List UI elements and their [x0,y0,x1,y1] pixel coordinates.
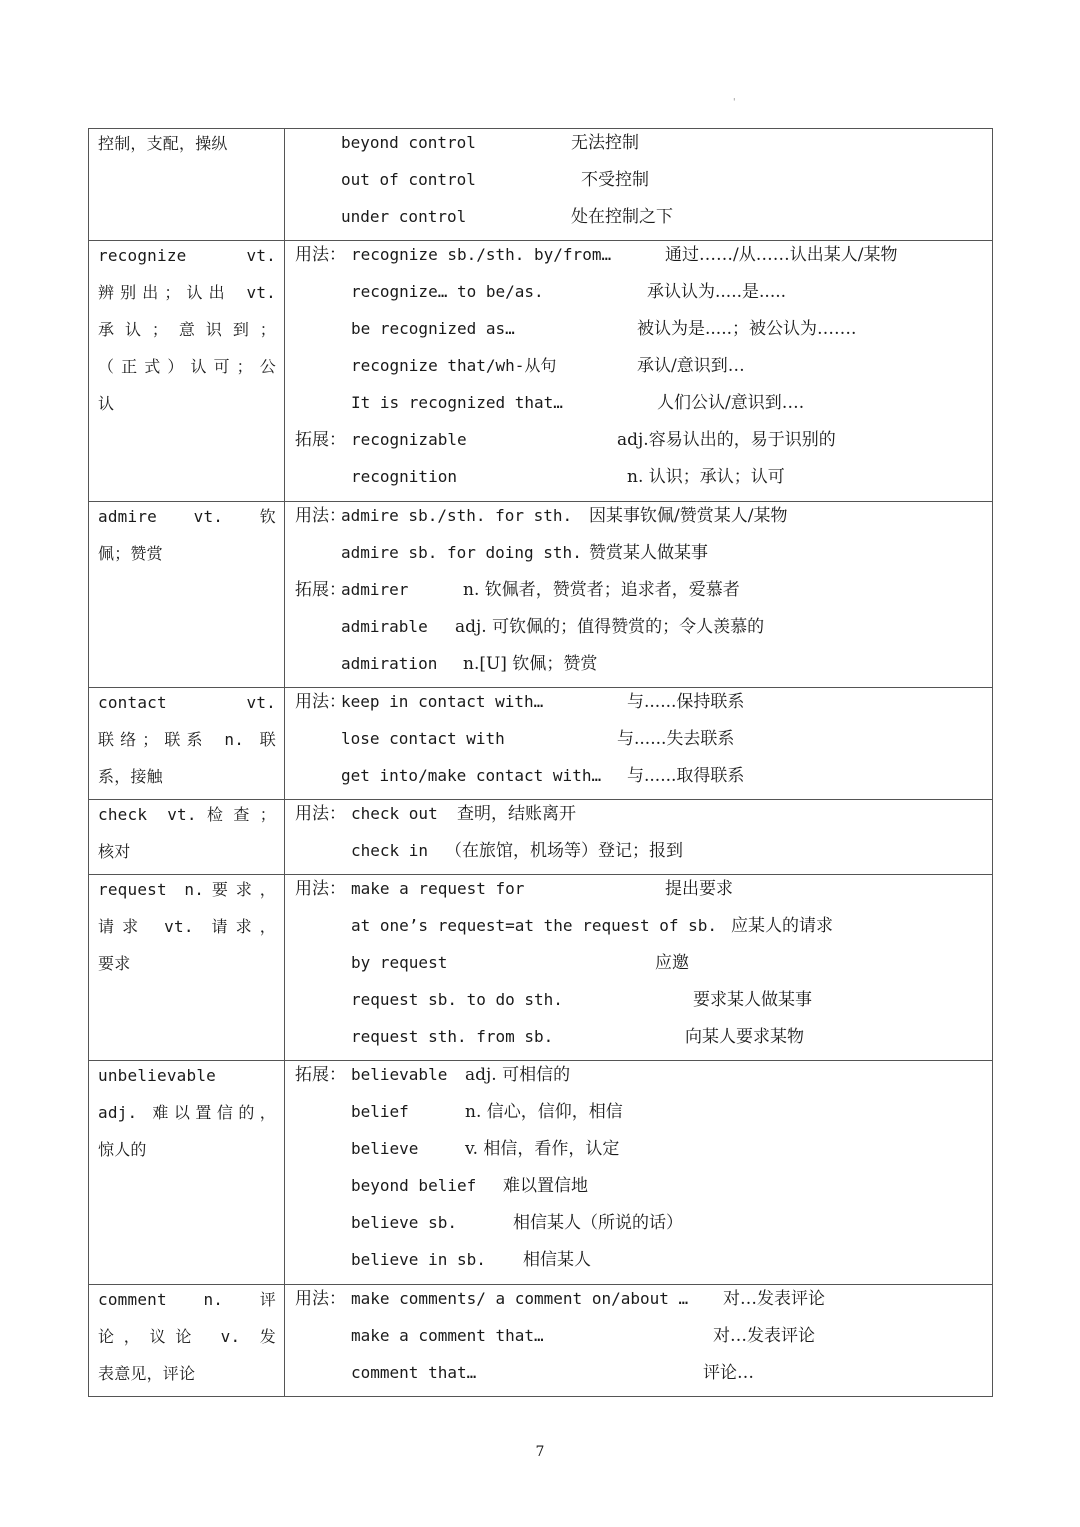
usage-line [295,650,984,687]
phrase: admire sb. for doing sth. [341,543,582,562]
phrase: check out [351,804,438,823]
phrase: get into/make contact with… [341,766,602,785]
word-line: 佩；赞赏 [98,544,163,563]
word-cell [89,1061,285,1285]
phrase: make comments/ a comment on/about … [351,1289,689,1308]
table-row [89,241,993,502]
usage-line [295,725,984,762]
usage-cell [285,502,993,688]
word-cell [89,875,285,1061]
word-cell [89,502,285,688]
usage-cell [285,875,993,1061]
usage-line [295,502,984,539]
usage-line [295,166,984,203]
word-line: contact vt. [98,693,276,712]
word-line: 惊人的 [98,1140,147,1159]
phrase: out of control [341,170,476,189]
meaning: 查明，结账离开 [457,804,576,824]
phrase: make a comment that… [351,1326,544,1345]
meaning: 被认为是.....；被公认为……. [637,319,857,339]
meaning: 承认/意识到… [637,356,745,376]
phrase: admirable [341,617,428,636]
word-line: 表意见，评论 [98,1364,196,1383]
meaning: 相信某人（所说的话） [513,1213,683,1233]
word-cell [89,241,285,502]
phrase: recognizable [351,430,467,449]
word-line: 要求 [98,954,131,973]
meaning: adj.容易认出的，易于识别的 [617,430,836,450]
word-line: 联络；联系 n. 联 [98,730,276,749]
meaning: 通过……/从……认出某人/某物 [665,245,898,265]
meaning: 相信某人 [523,1250,591,1270]
meaning: n. 认识；承认；认可 [627,467,785,487]
usage-label: 用法： [295,879,346,899]
usage-label: 用法： [295,506,346,526]
usage-line [295,688,984,725]
usage-line [295,1172,984,1209]
usage-line [295,1246,984,1283]
usage-line [295,1285,984,1322]
meaning: 向某人要求某物 [685,1027,804,1047]
usage-line [295,129,984,166]
usage-line [295,1359,984,1396]
usage-line [295,203,984,240]
usage-label: 拓展： [295,1065,346,1085]
meaning: 对…发表评论 [713,1326,815,1346]
meaning: 不受控制 [581,170,649,190]
usage-line [295,800,984,837]
usage-line [295,986,984,1023]
meaning: 要求某人做某事 [693,990,812,1010]
word-line: request n.要求， [98,880,276,899]
word-line: 系，接触 [98,767,163,786]
usage-cell [285,241,993,502]
word-line: 核对 [98,842,131,861]
phrase: by request [351,953,448,972]
phrase: make a request for [351,879,525,898]
phrase: believe [351,1139,419,1158]
meaning: 与......取得联系 [627,766,745,786]
meaning: 承认认为.....是..... [647,282,787,302]
usage-line [295,278,984,315]
usage-label: 用法： [295,1289,346,1309]
phrase: request sth. from sb. [351,1027,554,1046]
usage-line [295,539,984,576]
usage-cell [285,129,993,241]
word-line: 论，议论 v. 发 [98,1327,276,1346]
table-row [89,875,993,1061]
usage-line [295,1322,984,1359]
meaning: n.[U] 钦佩；赞赏 [463,654,598,674]
meaning: 人们公认/意识到…. [657,393,805,413]
word-cell [89,129,285,241]
usage-line [295,837,984,874]
usage-label: 拓展： [295,430,346,450]
table-row [89,1285,993,1397]
usage-line [295,875,984,912]
phrase: under control [341,207,467,226]
table-row [89,502,993,688]
phrase: keep in contact with… [341,692,544,711]
phrase: at one’s request=at the request of sb. [351,916,718,935]
phrase: admiration [341,654,438,673]
phrase: beyond belief [351,1176,477,1195]
meaning: 赞赏某人做某事 [589,543,708,563]
phrase: It is recognized that… [351,393,563,412]
phrase: believe sb. [351,1213,457,1232]
meaning: 与......保持联系 [627,692,745,712]
word-line: adj. 难以置信的， [98,1103,276,1122]
usage-line [295,762,984,799]
vocabulary-table [88,128,993,1397]
word-line: 请求 vt. 请求， [98,917,276,936]
usage-line [295,1098,984,1135]
usage-line [295,613,984,650]
usage-label: 用法： [295,245,346,265]
word-cell [89,800,285,875]
meaning: 因某事钦佩/赞赏某人/某物 [589,506,788,526]
word-line: recognize vt. [98,246,276,265]
usage-line [295,463,984,500]
usage-cell [285,688,993,800]
table-row [89,688,993,800]
phrase: comment that… [351,1363,477,1382]
usage-line [295,1135,984,1172]
usage-cell [285,1061,993,1285]
usage-line [295,912,984,949]
usage-line [295,352,984,389]
usage-line [295,1023,984,1060]
usage-label: 用法： [295,692,346,712]
usage-line [295,1061,984,1098]
word-line: 认 [98,394,115,413]
usage-line [295,389,984,426]
meaning: 难以置信地 [503,1176,588,1196]
phrase: admire sb./sth. for sth. [341,506,573,525]
meaning: 处在控制之下 [571,207,673,227]
phrase: request sb. to do sth. [351,990,563,1009]
usage-line [295,576,984,613]
meaning: 提出要求 [665,879,733,899]
phrase: recognition [351,467,457,486]
phrase: recognize sb./sth. by/from… [351,245,612,264]
usage-line [295,426,984,463]
word-line: comment n. 评 [98,1290,276,1309]
word-line: check vt.检查； [98,805,276,824]
usage-line [295,241,984,278]
table-row [89,800,993,875]
meaning: 应某人的请求 [731,916,833,936]
usage-line [295,315,984,352]
meaning: （在旅馆，机场等）登记；报到 [445,841,683,861]
meaning: v. 相信，看作，认定 [465,1139,620,1159]
meaning: n. 钦佩者，赞赏者；追求者，爱慕者 [463,580,740,600]
meaning: n. 信心，信仰，相信 [465,1102,623,1122]
word-line: unbelievable [98,1066,216,1085]
meaning: 评论… [703,1363,754,1383]
page-number: 7 [535,1444,545,1460]
meaning: 与......失去联系 [617,729,735,749]
table-row [89,1061,993,1285]
header-mark: ' [733,98,736,108]
phrase: recognize that/wh-从句 [351,356,557,375]
usage-cell [285,800,993,875]
phrase: recognize… to be/as. [351,282,544,301]
word-line: 辨别出；认出 vt. [98,283,276,302]
word-line: 控制，支配，操纵 [98,134,228,153]
usage-line [295,949,984,986]
word-cell [89,1285,285,1397]
phrase: check in [351,841,429,860]
phrase: belief [351,1102,409,1121]
table-row [89,129,993,241]
meaning: adj. 可相信的 [465,1065,571,1085]
meaning: 对…发表评论 [723,1289,825,1309]
phrase: lose contact with [341,729,505,748]
meaning: 无法控制 [571,133,639,153]
word-line: （正式）认可；公 [98,357,276,376]
word-line: 承认；意识到； [98,320,276,339]
word-line: admire vt. 钦 [98,507,276,526]
phrase: beyond control [341,133,476,152]
phrase: believe in sb. [351,1250,486,1269]
meaning: adj. 可钦佩的；值得赞赏的；令人羡慕的 [455,617,765,637]
word-cell [89,688,285,800]
usage-cell [285,1285,993,1397]
meaning: 应邀 [655,953,689,973]
usage-line [295,1209,984,1246]
phrase: believable [351,1065,448,1084]
phrase: be recognized as… [351,319,515,338]
usage-label: 用法： [295,804,346,824]
usage-label: 拓展： [295,580,346,600]
phrase: admirer [341,580,409,599]
